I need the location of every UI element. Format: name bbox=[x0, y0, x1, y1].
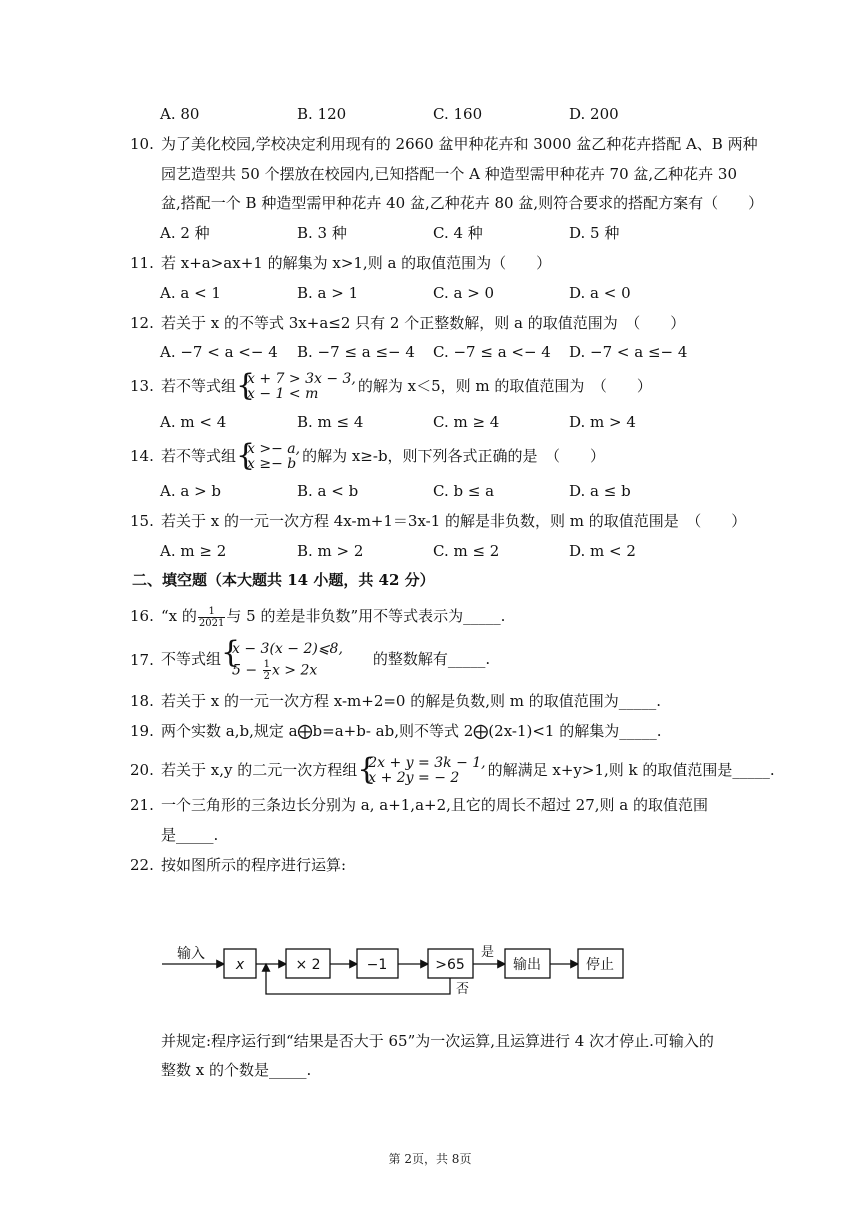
q17-system-eq1: { x − 3(x − 2)⩽8, bbox=[232, 640, 343, 657]
q14-option-b: B. a < b bbox=[297, 482, 359, 500]
q13-option-b: B. m ≤ 4 bbox=[297, 413, 364, 431]
q16-fraction-numerator: 1 bbox=[198, 606, 225, 618]
flow-no-label: 否 bbox=[456, 982, 470, 997]
q20-system-eq2: x + 2y = − 2 bbox=[368, 770, 460, 786]
q10-number: 10. bbox=[130, 135, 154, 153]
q16-text bbox=[161, 598, 505, 634]
q13-pre: 若不等式组 bbox=[161, 377, 237, 395]
q15-text: 若关于 x 的一元一次方程 4x-m+1＝3x-1 的解是非负数，则 m 的取值范围是 （ ） bbox=[161, 512, 747, 530]
q13-option-d: D. m > 4 bbox=[569, 413, 636, 431]
q12-text: 若关于 x 的不等式 3x+a≤2 只有 2 个正整数解，则 a 的取值范围为 （ ） bbox=[161, 314, 686, 332]
q19-number: 19. bbox=[130, 722, 154, 740]
q16-number: 16. bbox=[130, 607, 154, 625]
q14-pre: 若不等式组 bbox=[161, 447, 237, 465]
q15-option-c: C. m ≤ 2 bbox=[433, 542, 500, 560]
q11-option-c: C. a > 0 bbox=[433, 284, 495, 302]
q13-post: 的解为 x＜5，则 m 的取值范围为 （ ） bbox=[357, 377, 652, 395]
q18-text: 若关于 x 的一元一次方程 x-m+2=0 的解是负数,则 m 的取值范围为_____. bbox=[161, 692, 662, 710]
q9-option-a: A. 80 bbox=[160, 105, 200, 123]
q17-system bbox=[223, 639, 343, 682]
q15-option-a: A. m ≥ 2 bbox=[160, 542, 227, 560]
q13-system-eq1: { x + 7 > 3x − 3, bbox=[247, 371, 356, 387]
q10-line-2: 园艺造型共 50 个摆放在校园内,已知搭配一个 A 种造型需甲种花卉 70 盆,乙种花卉 30 bbox=[161, 165, 738, 183]
q20-system bbox=[359, 756, 485, 786]
flow-box-x-label: x bbox=[235, 957, 245, 973]
q17-pre: 不等式组 bbox=[161, 650, 222, 668]
q22-text: 按如图所示的程序进行运算: bbox=[161, 856, 347, 874]
q20-system-eq1: { 2x + y = 3k − 1, bbox=[368, 755, 486, 771]
q14-number: 14. bbox=[130, 447, 154, 465]
q11-option-b: B. a > 1 bbox=[297, 284, 359, 302]
section-2-heading: 二、填空题（本大题共 14 小题，共 42 分） bbox=[132, 571, 435, 589]
flow-yes-label: 是 bbox=[481, 945, 495, 960]
q17-fraction-numerator: 1 bbox=[263, 658, 270, 670]
q10-line-1: 为了美化校园,学校决定利用现有的 2660 盆甲种花卉和 3000 盆乙种花卉搭配 A、B 两种 bbox=[161, 135, 758, 153]
q12-option-a: A. −7 < a <− 4 bbox=[160, 343, 278, 361]
q17-post: 的整数解有_____. bbox=[372, 650, 491, 668]
q22-number: 22. bbox=[130, 856, 154, 874]
q11-text: 若 x+a>ax+1 的解集为 x>1,则 a 的取值范围为（ ） bbox=[161, 254, 552, 272]
q12-option-c: C. −7 ≤ a <− 4 bbox=[433, 343, 551, 361]
q20-pre: 若关于 x,y 的二元一次方程组 bbox=[161, 761, 358, 779]
q19-text: 两个实数 a,b,规定 a⨁b=a+b- ab,则不等式 2⨁(2x-1)<1 的解集为_____. bbox=[161, 722, 662, 740]
q15-option-b: B. m > 2 bbox=[297, 542, 364, 560]
q9-option-d: D. 200 bbox=[569, 105, 619, 123]
q17-text bbox=[161, 636, 490, 682]
q13-system bbox=[238, 372, 356, 402]
flow-box-compare-label: >65 bbox=[435, 957, 465, 973]
q14-option-a: A. a > b bbox=[160, 482, 222, 500]
q13-number: 13. bbox=[130, 377, 154, 395]
q20-number: 20. bbox=[130, 761, 154, 779]
q17-number: 17. bbox=[130, 651, 154, 669]
q10-option-d: D. 5 种 bbox=[569, 224, 620, 242]
q12-number: 12. bbox=[130, 314, 154, 332]
q11-option-a: A. a < 1 bbox=[160, 284, 221, 302]
q22-flowchart bbox=[160, 938, 650, 1000]
q21-line-1: 一个三角形的三条边长分别为 a, a+1,a+2,且它的周长不超过 27,则 a 的取值范围 bbox=[161, 796, 708, 814]
q14-text bbox=[161, 436, 605, 476]
q17-eq2-part-b: x > 2x bbox=[271, 662, 318, 678]
q12-option-d: D. −7 < a ≤− 4 bbox=[569, 343, 688, 361]
q14-system bbox=[238, 442, 300, 472]
q22-after-line-2: 整数 x 的个数是_____. bbox=[161, 1061, 312, 1079]
flow-box-times2-label: × 2 bbox=[295, 957, 321, 973]
q10-line-3: 盆,搭配一个 B 种造型需甲种花卉 40 盆,乙种花卉 80 盆,则符合要求的搭配方案有（ ） bbox=[161, 194, 764, 212]
q20-post: 的解满足 x+y>1,则 k 的取值范围是_____. bbox=[487, 761, 775, 779]
q17-eq2-part-a: 5 − bbox=[232, 662, 258, 678]
q22-after-line-1: 并规定:程序运行到“结果是否大于 65”为一次运算,且运算进行 4 次才停止.可输入的 bbox=[161, 1032, 714, 1050]
flow-box-stop-label: 停止 bbox=[586, 957, 614, 973]
flow-box-output-label: 输出 bbox=[513, 957, 541, 973]
q13-option-c: C. m ≥ 4 bbox=[433, 413, 500, 431]
q16-fraction-denominator: 2021 bbox=[198, 617, 225, 629]
q21-line-2: 是_____. bbox=[161, 826, 219, 844]
q10-option-a: A. 2 种 bbox=[160, 224, 210, 242]
q16-fraction bbox=[198, 606, 225, 629]
q13-text bbox=[161, 366, 652, 406]
q11-number: 11. bbox=[130, 254, 154, 272]
q14-system-eq2: x ≥− b bbox=[247, 456, 297, 472]
q14-option-d: D. a ≤ b bbox=[569, 482, 631, 500]
q14-system-eq1: { x >− a, bbox=[247, 441, 301, 457]
q20-text bbox=[161, 749, 775, 791]
q14-post: 的解为 x≥-b，则下列各式正确的是 （ ） bbox=[302, 447, 606, 465]
q9-option-b: B. 120 bbox=[297, 105, 347, 123]
q10-option-c: C. 4 种 bbox=[433, 224, 483, 242]
flow-box-minus1-label: −1 bbox=[366, 957, 388, 973]
page-footer: 第 2页，共 8页 bbox=[388, 1152, 472, 1166]
q16-post: 与 5 的差是非负数”用不等式表示为_____. bbox=[226, 607, 506, 625]
q12-option-b: B. −7 ≤ a ≤− 4 bbox=[297, 343, 415, 361]
q21-number: 21. bbox=[130, 796, 154, 814]
q15-number: 15. bbox=[130, 512, 154, 530]
q15-option-d: D. m < 2 bbox=[569, 542, 636, 560]
q11-option-d: D. a < 0 bbox=[569, 284, 631, 302]
q10-option-b: B. 3 种 bbox=[297, 224, 347, 242]
q13-system-eq2: x − 1 < m bbox=[247, 386, 319, 402]
q18-number: 18. bbox=[130, 692, 154, 710]
q14-option-c: C. b ≤ a bbox=[433, 482, 495, 500]
q9-option-c: C. 160 bbox=[433, 105, 483, 123]
q13-option-a: A. m < 4 bbox=[160, 413, 227, 431]
q17-system-eq2 bbox=[232, 659, 343, 682]
q17-fraction bbox=[263, 659, 271, 682]
q17-fraction-denominator: 2 bbox=[263, 670, 270, 682]
q16-pre: “x 的 bbox=[161, 607, 197, 625]
flow-input-label: 输入 bbox=[177, 946, 205, 962]
